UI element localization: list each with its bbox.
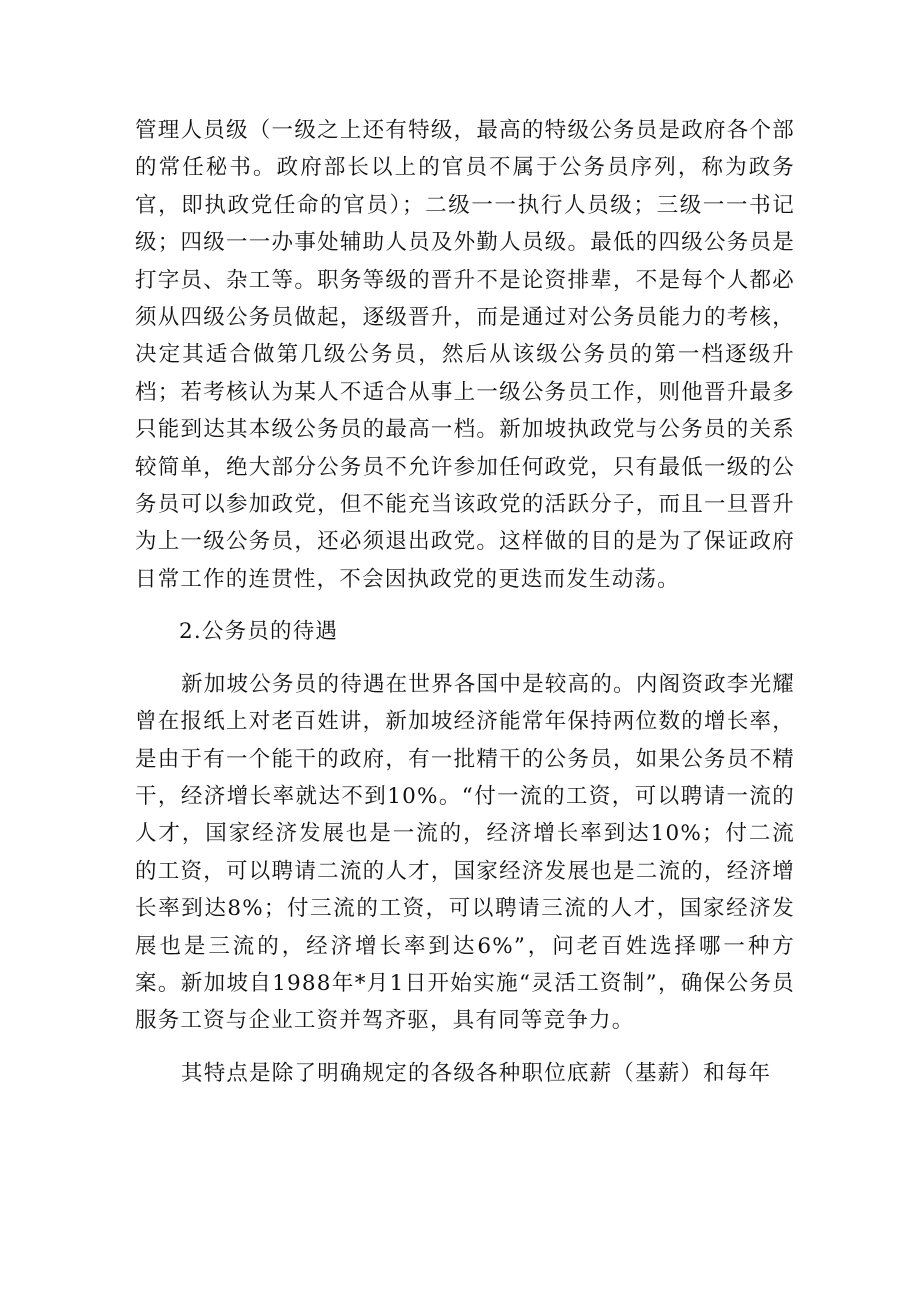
section-heading-civil-servant-pay: 2.公务员的待遇: [179, 619, 339, 645]
paragraph-civil-servant-pay: 新加坡公务员的待遇在世界各国中是较高的。内阁资政李光耀曾在报纸上对老百姓讲，新加坡经济能常年保持两位数的增长率，是由于有一个能干的政府，有一批精干的公务员，如果公务员不精干，经济增长率就达不到10%。“付一流的工资，可以聘请一流的人才，国家经济发展也是一流的，经济增长率到达10%；付二流的工资，可以聘请二流的人才，国家经济发展也是二流的，经济增长率到达8%；付三流的工资，可以聘请三流的人才，国家经济发展也是三流的，经济增长率到达6%”，问老百姓选择哪一种方案。新加坡自1988年*月1日开始实施“灵活工资制”，确保公务员服务工资与企业工资并驾齐驱，具有同等竞争力。: [135, 671, 795, 1034]
document-body: [135, 112, 795, 1092]
paragraph-civil-service-grades: 管理人员级（一级之上还有特级，最高的特级公务员是政府各个部的常任秘书。政府部长以上的官员不属于公务员序列，称为政务官，即执政党任命的官员）；二级一一执行人员级；三级一一书记级；四级一一办事处辅助人员及外勤人员级。最低的四级公务员是打字员、杂工等。职务等级的晋升不是论资排辈，不是每个人都必须从四级公务员做起，逐级晋升，而是通过对公务员能力的考核，决定其适合做第几级公务员，然后从该级公务员的第一档逐级升档；若考核认为某人不适合从事上一级公务员工作，则他晋升最多只能到达其本级公务员的最高一档。新加坡执政党与公务员的关系较简单，绝大部分公务员不允许参加任何政党，只有最低一级的公务员可以参加政党，但不能充当该政党的活跃分子，而且一旦晋升为上一级公务员，还必须退出政党。这样做的目的是为了保证政府日常工作的连贯性，不会因执政党的更迭而发生动荡。: [135, 118, 795, 592]
paragraph-pay-features: 其特点是除了明确规定的各级各种职位底薪（基薪）和每年: [181, 1060, 772, 1086]
